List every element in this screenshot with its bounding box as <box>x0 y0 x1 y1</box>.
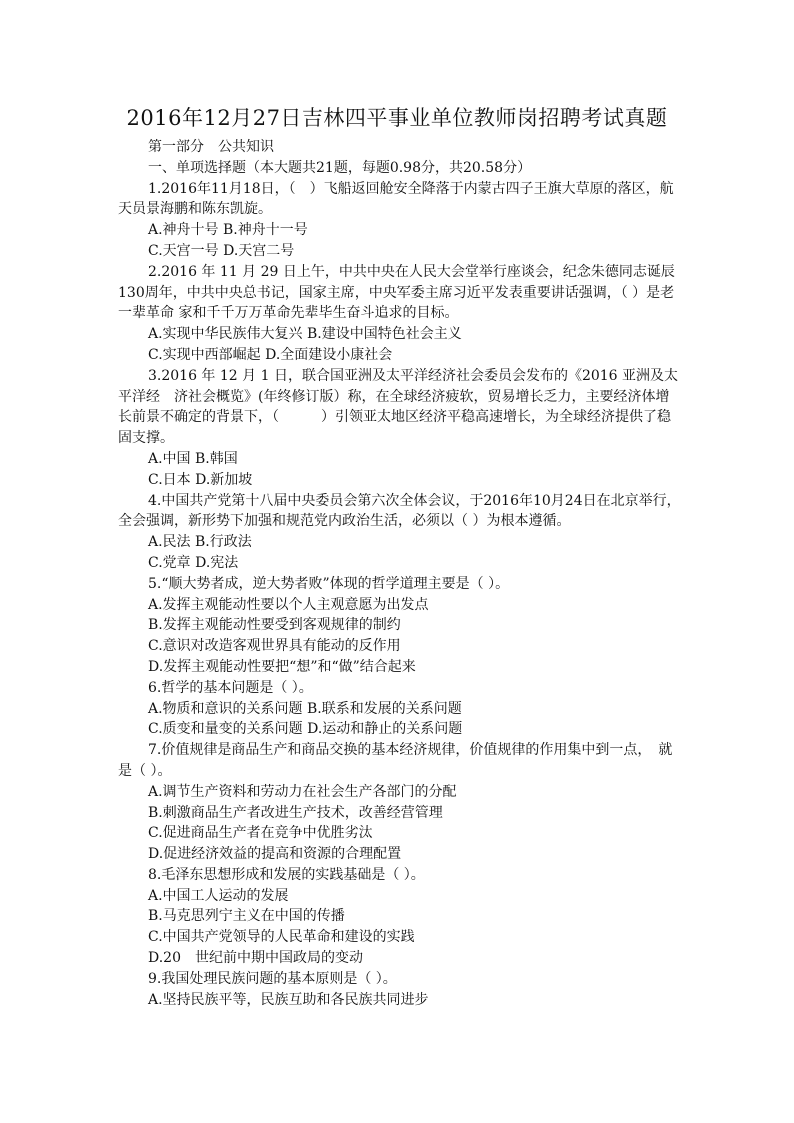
question-7: 7.价值规律是商品生产和商品交换的基本经济规律，价值规律的作用集中到一点， 就是（ ）。 <box>118 742 673 779</box>
question-1: 1.2016年11月18日，（ ）飞船返回舱安全降落于内蒙古四子王旗大草原的落区，航天员景海鹏和陈东凯旋。 <box>118 180 674 218</box>
question-7-option-b: B.刺激商品生产者改进生产技术，改善经营管理 <box>148 804 443 821</box>
question-6-options-ab: A.物质和意识的关系问题 B.联系和发展的关系问题 <box>148 700 462 717</box>
question-6-options-cd: C.质变和量变的关系问题 D.运动和静止的关系问题 <box>148 721 463 738</box>
question-5-option-d: D.发挥主观能动性要把“想”和“做”结合起来 <box>148 658 416 675</box>
question-8-option-a: A.中国工人运动的发展 <box>148 887 289 904</box>
question-8: 8.毛泽东思想形成和发展的实践基础是（ ）。 <box>148 866 425 883</box>
question-8-option-c: C.中国共产党领导的人民革命和建设的实践 <box>148 929 415 946</box>
question-3-options-ab: A.中国 B.韩国 <box>148 450 238 467</box>
question-9-option-a: A.坚持民族平等，民族互助和各民族共同进步 <box>148 991 429 1008</box>
section-heading: 第一部分 公共知识 <box>148 139 274 155</box>
question-9: 9.我国处理民族问题的基本原则是（ ）。 <box>148 970 397 987</box>
question-2-options-ab: A.实现中华民族伟大复兴 B.建设中国特色社会主义 <box>148 326 462 343</box>
question-8-option-d: D.20 世纪前中期中国政局的变动 <box>148 950 363 967</box>
question-3-options-cd: C.日本 D.新加坡 <box>148 471 253 488</box>
question-8-option-b: B.马克思列宁主义在中国的传播 <box>148 908 345 925</box>
question-5-option-a: A.发挥主观能动性要以个人主观意愿为出发点 <box>148 596 429 613</box>
document-body <box>118 137 683 1010</box>
question-6: 6.哲学的基本问题是（ ）。 <box>148 679 313 696</box>
question-type-heading: 一、单项选择题（本大题共21题，每题0.98分，共20.58分） <box>148 159 532 176</box>
question-7-option-c: C.促进商品生产者在竞争中优胜劣汰 <box>148 825 373 842</box>
question-4: 4.中国共产党第十八届中央委员会第六次全体会议，于2016年10月24日在北京举行，全会强调，新形势下加强和规范党内政治生活，必须以（ ）为根本遵循。 <box>118 492 681 530</box>
question-4-options-cd: C.党章 D.宪法 <box>148 554 239 571</box>
question-5-option-c: C.意识对改造客观世界具有能动的反作用 <box>148 638 401 655</box>
document-title: 2016年12月27日吉林四平事业单位教师岗招聘考试真题 <box>126 106 668 130</box>
question-1-options-ab: A.神舟十号 B.神舟十一号 <box>148 222 308 239</box>
question-3: 3.2016 年 12 月 1 日，联合国亚洲及太平洋经济社会委员会发布的《2016 亚洲及太平洋经 济社会概览》(年终修订版）称，在全球经济疲软，贸易增长乏力，主要经济体增长前景不确定的背景下，（ ）引领亚太地区经济平稳高速增长，为全球经济提供了稳固支撑。 <box>118 367 679 447</box>
question-1-options-cd: C.天宫一号 D.天宫二号 <box>148 242 295 259</box>
question-2: 2.2016 年 11 月 29 日上午，中共中央在人民大会堂举行座谈会，纪念朱德同志诞辰 130周年，中共中央总书记，国家主席，中央军委主席习近平发表重要讲话强调，（ ）是老一辈革命 家和千千万万革命先辈毕生奋斗追求的目标。 <box>118 263 675 322</box>
question-4-options-ab: A.民法 B.行政法 <box>148 534 252 551</box>
question-5: 5.“顺大势者成，逆大势者败”体现的哲学道理主要是（ ）。 <box>148 575 510 592</box>
question-7-option-a: A.调节生产资料和劳动力在社会生产各部门的分配 <box>148 783 457 800</box>
question-5-option-b: B.发挥主观能动性要受到客观规律的制约 <box>148 617 401 634</box>
question-2-options-cd: C.实现中西部崛起 D.全面建设小康社会 <box>148 346 393 363</box>
question-7-option-d: D.促进经济效益的提高和资源的合理配置 <box>148 846 402 863</box>
